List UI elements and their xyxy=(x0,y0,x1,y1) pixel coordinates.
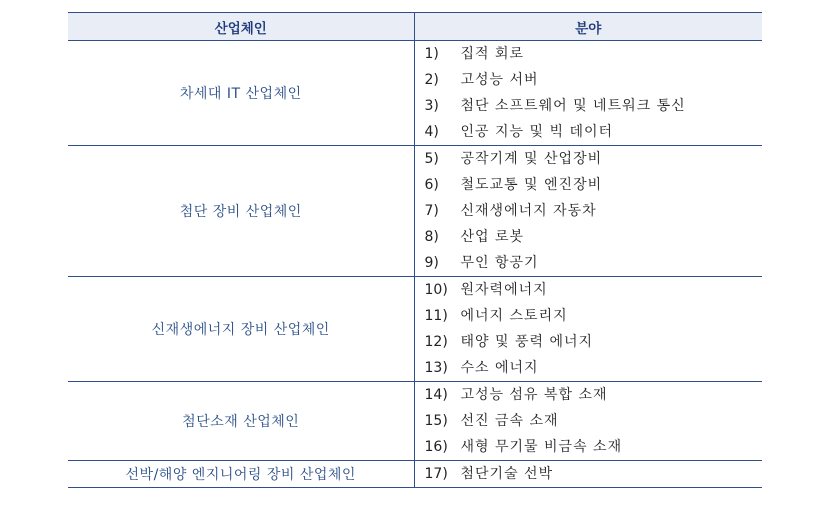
table-row xyxy=(68,146,762,277)
list-item xyxy=(415,434,763,460)
header-industry-chain: 산업체인 xyxy=(68,13,414,41)
item-number: 15) xyxy=(424,413,448,429)
field-list xyxy=(414,461,762,488)
table-row xyxy=(68,277,762,382)
list-item xyxy=(415,67,763,93)
category-cell: 차세대 IT 산업체인 xyxy=(68,41,414,146)
item-number: 10) xyxy=(424,282,448,298)
list-item xyxy=(415,250,763,276)
item-text: 신재생에너지 자동차 xyxy=(460,203,597,219)
item-text: 산업 로봇 xyxy=(460,229,525,245)
list-item xyxy=(415,461,763,487)
item-text: 새형 무기물 비금속 소재 xyxy=(460,439,623,455)
list-item xyxy=(415,146,763,172)
item-number: 11) xyxy=(424,308,448,324)
list-item xyxy=(415,224,763,250)
item-text: 첨단 소프트웨어 및 네트워크 통신 xyxy=(460,98,686,114)
item-text: 원자력에너지 xyxy=(460,282,548,298)
item-text: 집적 회로 xyxy=(460,46,525,62)
table-row xyxy=(68,461,762,488)
field-list xyxy=(414,277,762,382)
field-list xyxy=(414,146,762,277)
item-text: 수소 에너지 xyxy=(460,360,539,376)
item-number: 16) xyxy=(424,439,448,455)
header-field: 분야 xyxy=(414,13,762,41)
item-number: 17) xyxy=(424,466,448,482)
list-item xyxy=(415,382,763,408)
item-number: 2) xyxy=(424,72,439,88)
item-number: 9) xyxy=(424,255,439,271)
item-number: 13) xyxy=(424,360,448,376)
list-item xyxy=(415,41,763,67)
item-text: 철도교통 및 엔진장비 xyxy=(460,177,603,193)
item-number: 1) xyxy=(424,46,439,62)
list-item xyxy=(415,355,763,381)
list-item xyxy=(415,198,763,224)
list-item xyxy=(415,119,763,145)
item-text: 공작기계 및 산업장비 xyxy=(460,151,603,167)
category-cell: 첨단소재 산업체인 xyxy=(68,382,414,461)
list-item xyxy=(415,408,763,434)
item-number: 3) xyxy=(424,98,439,114)
table-row xyxy=(68,382,762,461)
list-item xyxy=(415,172,763,198)
list-item xyxy=(415,303,763,329)
item-number: 5) xyxy=(424,151,439,167)
item-text: 첨단기술 선박 xyxy=(460,466,554,482)
list-item xyxy=(415,277,763,303)
item-number: 12) xyxy=(424,334,448,350)
item-number: 7) xyxy=(424,203,439,219)
item-number: 8) xyxy=(424,229,439,245)
item-number: 4) xyxy=(424,124,439,140)
table-row xyxy=(68,41,762,146)
category-cell: 첨단 장비 산업체인 xyxy=(68,146,414,277)
header-row xyxy=(68,13,762,41)
item-number: 6) xyxy=(424,177,439,193)
category-cell: 선박/해양 엔지니어링 장비 산업체인 xyxy=(68,461,414,488)
item-text: 태양 및 풍력 에너지 xyxy=(460,334,594,350)
item-text: 인공 지능 및 빅 데이터 xyxy=(460,124,614,140)
list-item xyxy=(415,93,763,119)
item-text: 에너지 스토리지 xyxy=(460,308,568,324)
item-text: 고성능 서버 xyxy=(460,72,539,88)
list-item xyxy=(415,329,763,355)
category-cell: 신재생에너지 장비 산업체인 xyxy=(68,277,414,382)
item-text: 고성능 섬유 복합 소재 xyxy=(460,387,608,403)
item-text: 무인 항공기 xyxy=(460,255,539,271)
industry-chain-table xyxy=(68,12,762,488)
field-list xyxy=(414,41,762,146)
item-text: 선진 금속 소재 xyxy=(460,413,559,429)
item-number: 14) xyxy=(424,387,448,403)
field-list xyxy=(414,382,762,461)
